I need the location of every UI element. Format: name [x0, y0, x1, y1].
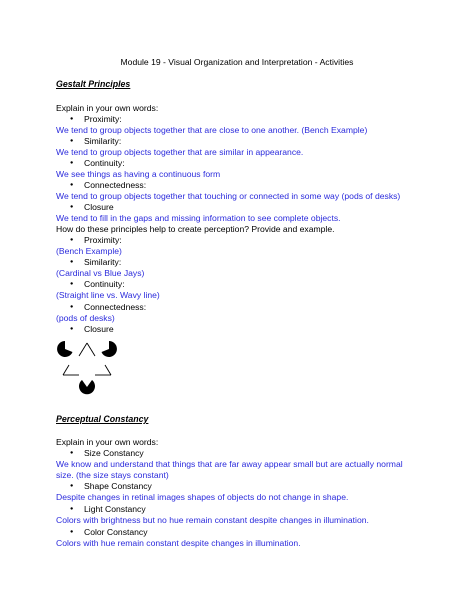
- gestalt-item-similarity: ● Similarity:: [84, 136, 121, 147]
- gestalt-question: How do these principles help to create perception? Provide and example.: [56, 224, 335, 234]
- constancy-answer-size-cont: size. (the size stays constant): [56, 470, 169, 480]
- constancy-intro: Explain in your own words:: [56, 437, 159, 447]
- gestalt-item-closure: ● Closure: [84, 202, 114, 213]
- gestalt-answer-connectedness: We tend to group objects together that touching or connected in some way (pods of desks): [56, 191, 401, 201]
- constancy-answer-shape: Despite changes in retinal images shapes of objects do not change in shape.: [56, 492, 349, 502]
- constancy-item-color: ● Color Constancy: [84, 527, 148, 538]
- pacman-bottom: [79, 380, 95, 394]
- gestalt-item-connectedness: ● Connectedness:: [84, 180, 146, 191]
- constancy-answer-size: We know and understand that things that are far away appear small but are actually normal: [56, 459, 403, 469]
- gestalt-heading: Gestalt Principles: [56, 79, 131, 89]
- example-item-connectedness: ● Connectedness:: [84, 302, 146, 313]
- constancy-answer-color: Colors with hue remain constant despite changes in illumination.: [56, 538, 301, 548]
- example-answer-proximity: (Bench Example): [56, 246, 122, 256]
- gestalt-answer-similarity: We tend to group objects together that are similar in appearance.: [56, 147, 304, 157]
- gestalt-answer-proximity: We tend to group objects together that are close to one another. (Bench Example): [56, 125, 368, 135]
- gestalt-answer-continuity: We see things as having a continuous form: [56, 169, 221, 179]
- constancy-item-light: ● Light Constancy: [84, 504, 146, 515]
- example-item-continuity: ● Continuity:: [84, 279, 125, 290]
- gestalt-item-proximity: ● Proximity:: [84, 114, 122, 125]
- pacman-top-left: [57, 341, 72, 357]
- constancy-item-shape: ● Shape Constancy: [84, 481, 152, 492]
- example-item-proximity: ● Proximity:: [84, 235, 122, 246]
- gestalt-intro: Explain in your own words:: [56, 103, 159, 113]
- gestalt-item-continuity: ● Continuity:: [84, 158, 125, 169]
- gestalt-answer-closure: We tend to fill in the gaps and missing information to see complete objects.: [56, 213, 341, 223]
- outline-triangle: [63, 343, 111, 375]
- kanizsa-triangle-illusion: [55, 340, 119, 400]
- example-answer-connectedness: (pods of desks): [56, 313, 115, 323]
- constancy-answer-light: Colors with brightness but no hue remain constant despite changes in illumination.: [56, 515, 369, 525]
- example-answer-similarity: (Cardinal vs Blue Jays): [56, 268, 145, 278]
- pacman-top-right: [102, 341, 117, 357]
- example-answer-continuity: (Straight line vs. Wavy line): [56, 290, 160, 300]
- page-title: Module 19 - Visual Organization and Interpretation - Activities: [120, 57, 354, 67]
- constancy-heading: Perceptual Constancy: [56, 414, 149, 424]
- example-item-similarity: ● Similarity:: [84, 257, 121, 268]
- example-item-closure: ● Closure: [84, 324, 114, 335]
- constancy-item-size: ● Size Constancy: [84, 448, 144, 459]
